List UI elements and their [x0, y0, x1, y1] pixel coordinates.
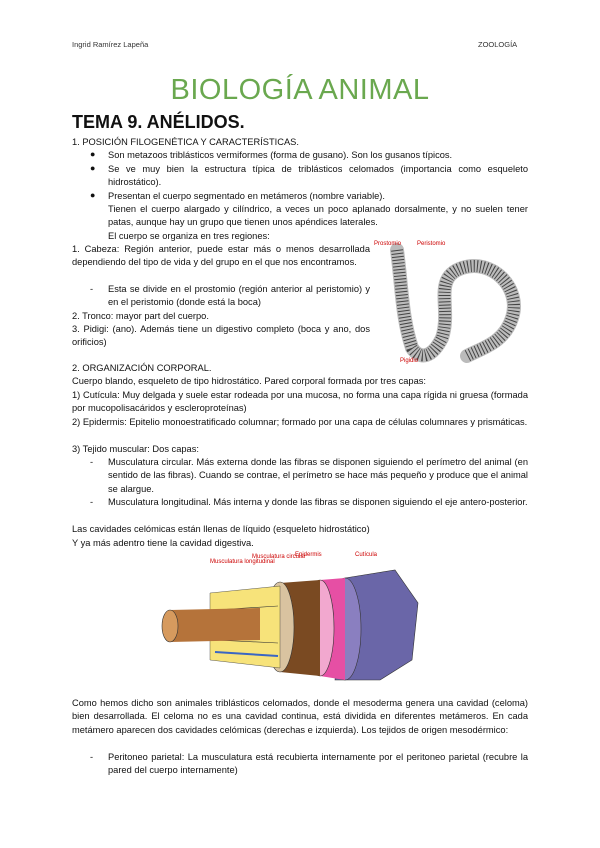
- layer-epidermis: 2) Epidermis: Epitelio monoestratificado columnar; formado por una capa de células columnares y prismáticas.: [72, 417, 528, 427]
- label-longitudinal: Musculatura longitudinal: [210, 559, 275, 565]
- region-tronco: 2. Tronco: mayor part del cuerpo.: [72, 311, 209, 321]
- section1-bullet-3: Presentan el cuerpo segmentado en metámeros (nombre variable).: [108, 191, 385, 201]
- section2-after-1: Las cavidades celómicas están llenas de líquido (esqueleto hidrostático): [72, 524, 370, 534]
- section1-bullet-2: Se ve muy bien la estructura típica de triblásticos celomados (importancia como esqueleto hidrostático).: [108, 164, 528, 188]
- dash: -: [90, 457, 94, 467]
- section1-para-2: El cuerpo se organiza en tres regiones:: [108, 231, 270, 241]
- gut-tube: [170, 608, 260, 642]
- section2-heading: 2. ORGANIZACIÓN CORPORAL.: [72, 363, 212, 373]
- dash: -: [90, 752, 94, 762]
- header-subject: ZOOLOGÍA: [478, 40, 518, 49]
- label-epidermis: Epidermis: [295, 552, 322, 558]
- page-title: BIOLOGÍA ANIMAL: [170, 74, 430, 106]
- worm-body: [397, 250, 514, 356]
- layer-cuticula: 1) Cutícula: Muy delgada y suele estar rodeada por una mucosa, no forma una capa rígida ni gruesa (formada por mucopolisacáridos y escleroproteínas): [72, 390, 528, 414]
- section2-after-2: Y ya más adentro tiene la cavidad digestiva.: [72, 538, 254, 548]
- section1-heading: 1. POSICIÓN FILOGENÉTICA Y CARACTERÍSTICAS.: [72, 137, 299, 147]
- section1-bullet-1: Son metazoos triblásticos vermiformes (forma de gusano). Son los gusanos típicos.: [108, 150, 453, 160]
- section1-para-1: Tienen el cuerpo alargado y cilíndrico, a veces un poco aplanado dorsalmente, y no suelen tener patas, aunque hay un grupo que tienen unos apéndices laterales.: [108, 204, 528, 228]
- bullet-dot: ●: [90, 149, 96, 159]
- region-cabeza: 1. Cabeza: Región anterior, puede estar más o menos desarrollada dependiendo del tipo de vida y del grupo en el que nos encontramos.: [72, 244, 370, 268]
- dash: -: [90, 284, 94, 294]
- bullet-dot: ●: [90, 190, 96, 200]
- muscle-circular: Musculatura circular. Más externa donde las fibras se disponen siguiendo el perímetro del animal (en sentido de las fibras). Cuando se contrae, el perímetro se hace más pequeño y produce que el animal se alargue.: [108, 457, 528, 494]
- label-pigidio: Pigidio: [400, 358, 419, 364]
- section2-intro: Cuerpo blando, esqueleto de tipo hidrostático. Pared corporal formada por tres capas:: [72, 376, 427, 386]
- dash: -: [90, 497, 94, 507]
- peritoneo-parietal: Peritoneo parietal: La musculatura está recubierta internamente por el peritoneo parietal (recubre la pared del cuerpo internamente): [108, 752, 528, 776]
- gut-opening: [162, 610, 178, 642]
- region-cabeza-detail: Esta se divide en el prostomio (región anterior al peristomio) y en el peristomio (donde está la boca): [108, 284, 370, 308]
- region-pidigi: 3. Pidigi: (ano). Además tiene un digestivo completo (boca y ano, dos orificios): [72, 324, 370, 348]
- label-peristomio: Peristomio: [417, 241, 446, 247]
- bullet-dot: ●: [90, 163, 96, 173]
- tema-heading: TEMA 9. ANÉLIDOS.: [72, 112, 245, 132]
- section2-closing: Como hemos dicho son animales triblásticos celomados, donde el mesoderma genera una cavidad (celoma) bien desarrollada. El celoma no es una cavidad continua, está dividida en diferentes metámeros. En cada metámero aparecen dos cavidades celómicas (derechas e izquierda). Los tejidos de origen mesodérmico:: [72, 698, 528, 735]
- header-author: Ingrid Ramírez Lapeña: [72, 40, 149, 49]
- label-circular: Musculatura circular: [252, 554, 306, 560]
- body-wall-figure: [150, 548, 440, 688]
- label-cuticula: Cutícula: [355, 552, 378, 558]
- muscle-longitudinal: Musculatura longitudinal. Más interna y donde las fibras se disponen siguiendo el eje antero-posterior.: [108, 497, 528, 507]
- label-prostomio: Prostomio: [374, 241, 402, 247]
- layer-muscular: 3) Tejido muscular: Dos capas:: [72, 444, 199, 454]
- annelid-worm-figure: [372, 238, 532, 366]
